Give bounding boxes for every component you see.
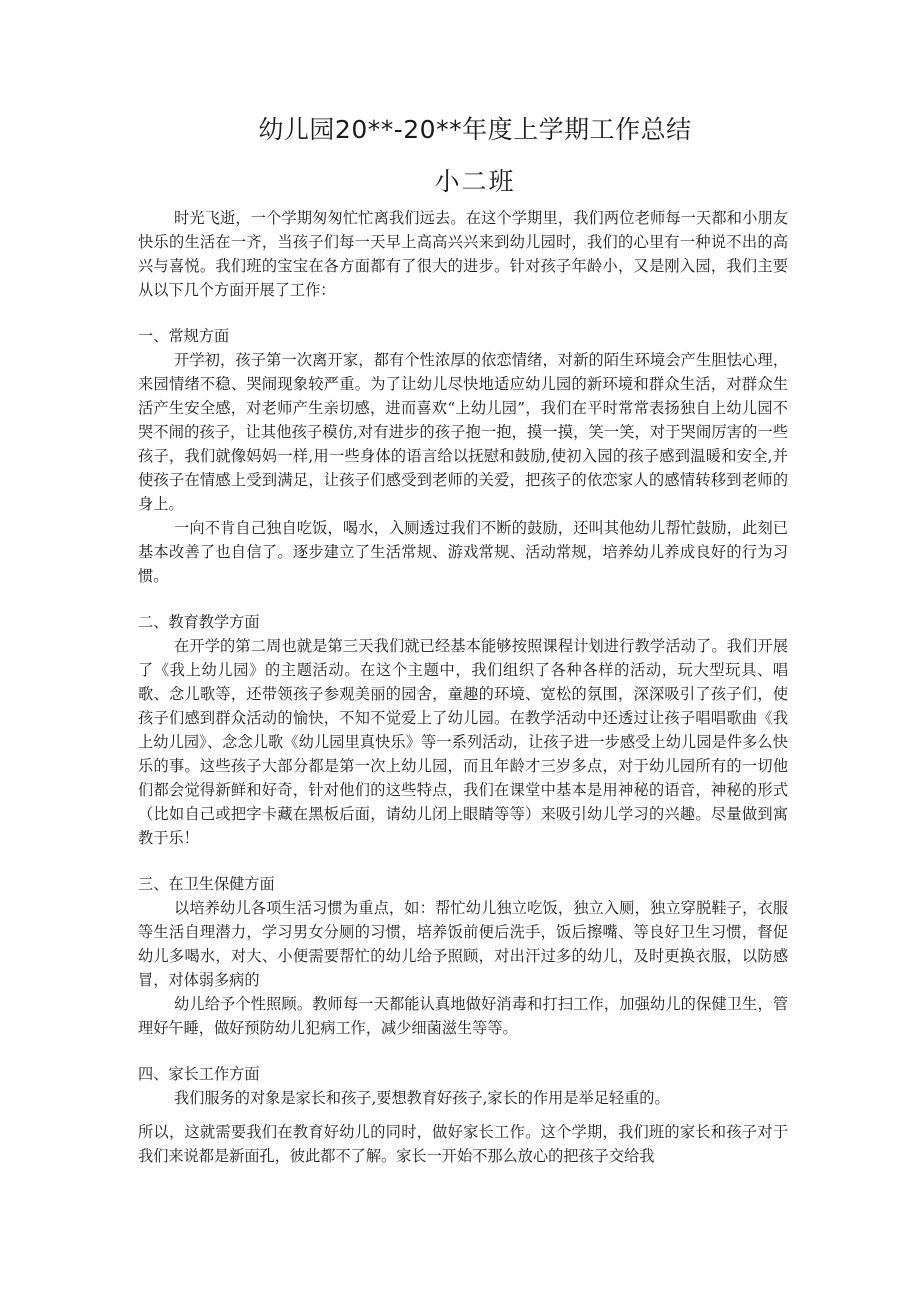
section-heading: 一、常规方面 — [138, 327, 230, 345]
continuation-paragraph: 所以，这就需要我们在教育好幼儿的同时，做好家长工作。这个学期，我们班的家长和孩子对于我们来说都是新面孔，彼此都不了解。家长一开始不那么放心的把孩子交给我 — [138, 1123, 788, 1165]
section-paragraph: 一向不肯自己独自吃饭，喝水，入厕透过我们不断的鼓励，还叫其他幼儿帮忙鼓励，此刻已基本改善了也自信了。逐步建立了生活常规、游戏常规、活动常规，培养幼儿养成良好的行为习惯。 — [138, 519, 788, 585]
section-heading: 四、家长工作方面 — [138, 1065, 260, 1083]
section-paragraph: 我们服务的对象是家长和孩子,要想教育好孩子,家长的作用是举足轻重的。 — [174, 1089, 670, 1107]
document-page — [138, 112, 788, 1168]
class-name: 小二班 — [434, 167, 516, 196]
section-paragraph: 在开学的第二周也就是第三天我们就已经基本能够按照课程计划进行教学活动了。我们开展了《我上幼儿园》的主题活动。在这个主题中，我们组织了各种各样的活动，玩大型玩具、唱歌、念儿歌等，还带领孩子参观美丽的园舍，童趣的环境、宽松的氛围，深深吸引了孩子们，使孩子们感到群众活动的愉快，不知不觉爱上了幼儿园。在教学活动中还透过让孩子唱唱歌曲《我上幼儿园》、念念儿歌《幼儿园里真快乐》等一系列活动，让孩子进一步感受上幼儿园是件多么快乐的事。这些孩子大部分都是第一次上幼儿园，而且年龄才三岁多点，对于幼儿园所有的一切他们都会觉得新鲜和好奇，针对他们的这些特点，我们在课堂中基本是用神秘的语音，神秘的形式（比如自己或把字卡藏在黑板后面，请幼儿闭上眼睛等等）来吸引幼儿学习的兴趣。尽量做到寓教于乐！ — [138, 637, 788, 847]
document-title: 幼儿园20**-20**年度上学期工作总结 — [258, 115, 692, 144]
section-paragraph: 以培养幼儿各项生活习惯为重点，如：帮忙幼儿独立吃饭，独立入厕，独立穿脱鞋子，衣服等生活自理潜力，学习男女分厕的习惯，培养饭前便后洗手，饭后擦嘴、等良好卫生习惯，督促幼儿多喝水，对大、小便需要帮忙的幼儿给予照顾，对出汗过多的幼儿，及时更换衣服，以防感冒，对体弱多病的 — [138, 899, 788, 989]
section-heading: 二、教育教学方面 — [138, 613, 260, 631]
section-paragraph: 开学初，孩子第一次离开家，都有个性浓厚的依恋情绪，对新的陌生环境会产生胆怯心理，来园情绪不稳、哭闹现象较严重。为了让幼儿尽快地适应幼儿园的新环境和群众生活，对群众生活产生安全感，对老师产生亲切感，进而喜欢“上幼儿园”，我们在平时常常表扬独自上幼儿园不哭不闹的孩子，让其他孩子模仿,对有进步的孩子抱一抱，摸一摸，笑一笑，对于哭闹厉害的一些孩子，我们就像妈妈一样,用一些身体的语言给以抚慰和鼓励,使初入园的孩子感到温暖和安全,并使孩子在情感上受到满足，让孩子们感受到老师的关爱，把孩子的依恋家人的感情转移到老师的身上。 — [138, 351, 788, 513]
section-paragraph: 幼儿给予个性照顾。教师每一天都能认真地做好消毒和打扫工作，加强幼儿的保健卫生，管理好午睡，做好预防幼儿犯病工作，减少细菌滋生等等。 — [138, 995, 788, 1037]
intro-paragraph: 时光飞逝，一个学期匆匆忙忙离我们远去。在这个学期里，我们两位老师每一天都和小朋友快乐的生活在一齐，当孩子们每一天早上高高兴兴来到幼儿园时，我们的心里有一种说不出的高兴与喜悦。我们班的宝宝在各方面都有了很大的进步。针对孩子年龄小，又是刚入园，我们主要从以下几个方面开展了工作： — [138, 209, 788, 299]
section-heading: 三、在卫生保健方面 — [138, 875, 275, 893]
